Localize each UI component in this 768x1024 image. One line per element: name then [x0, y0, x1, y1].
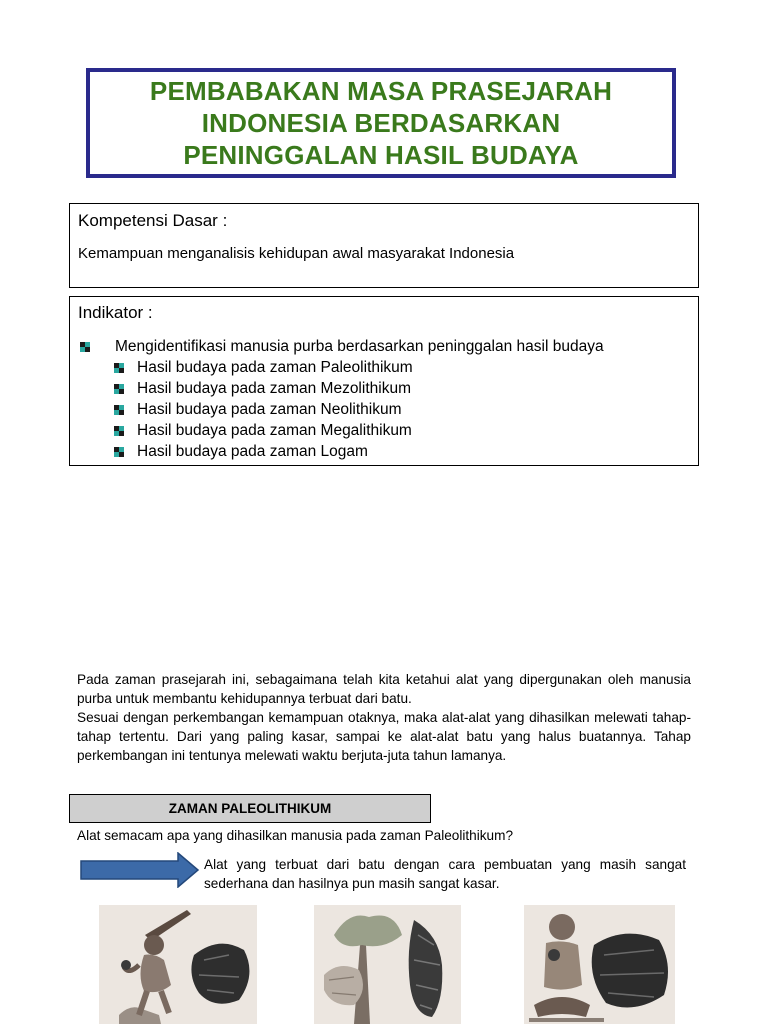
indikator-sub-item	[114, 443, 368, 461]
square-bullet-icon	[114, 363, 124, 373]
title-line-3: PENINGGALAN HASIL BUDAYA	[183, 140, 579, 170]
indikator-sub-item	[114, 380, 411, 398]
indikator-main-item	[80, 338, 604, 356]
square-bullet-icon	[114, 405, 124, 415]
indikator-sub-item	[114, 401, 402, 419]
indikator-sub-item	[114, 422, 412, 440]
section-answer: Alat yang terbuat dari batu dengan cara pembuatan yang masih sangat sederhana dan hasilnya pun masih sangat kasar.	[204, 857, 686, 891]
square-bullet-icon	[114, 426, 124, 436]
indikator-sub-text: Hasil budaya pada zaman Paleolithikum	[137, 359, 413, 376]
square-bullet-icon	[114, 447, 124, 457]
title-line-2: INDONESIA BERDASARKAN	[201, 108, 561, 138]
kompetensi-text: Kemampuan menganalisis kehidupan awal masyarakat Indonesia	[78, 245, 515, 262]
illustration-tree-and-hand-axe	[314, 905, 461, 1024]
illustration-seated-human-stone	[524, 905, 675, 1024]
indikator-sub-text: Hasil budaya pada zaman Megalithikum	[137, 422, 412, 439]
indikator-heading: Indikator :	[78, 303, 153, 322]
square-bullet-icon	[80, 342, 90, 352]
illustration-early-human-stone-tool	[99, 905, 257, 1024]
intro-paragraph-2: Sesuai dengan perkembangan kemampuan otaknya, maka alat-alat yang dihasilkan melewati tahap-tahap tertentu. Dari yang paling kasar, sampai ke alat-alat batu yang halus buatannya. Tahap perkembangan ini tentunya melewati waktu berjuta-juta tahun lamanya.	[77, 710, 691, 763]
section-heading-paleolithikum: ZAMAN PALEOLITHIKUM	[69, 794, 431, 823]
kompetensi-box	[69, 203, 699, 288]
square-bullet-icon	[114, 384, 124, 394]
indikator-sub-text: Hasil budaya pada zaman Neolithikum	[137, 401, 402, 418]
title-line-1: PEMBABAKAN MASA PRASEJARAH	[149, 76, 613, 106]
indikator-sub-text: Hasil budaya pada zaman Mezolithikum	[137, 380, 411, 397]
indikator-box	[69, 296, 699, 466]
intro-paragraph-1: Pada zaman prasejarah ini, sebagaimana telah kita ketahui alat yang dipergunakan oleh manusia purba untuk membantu kehidupannya terbuat dari batu.	[77, 672, 691, 706]
arrow-right-icon	[80, 852, 200, 888]
kompetensi-heading: Kompetensi Dasar :	[78, 211, 228, 230]
title-box	[86, 68, 676, 178]
indikator-main-text: Mengidentifikasi manusia purba berdasarkan peninggalan hasil budaya	[115, 338, 604, 355]
section-question: Alat semacam apa yang dihasilkan manusia pada zaman Paleolithikum?	[77, 828, 514, 843]
indikator-sub-text: Hasil budaya pada zaman Logam	[137, 443, 368, 460]
indikator-sub-item	[114, 359, 413, 377]
